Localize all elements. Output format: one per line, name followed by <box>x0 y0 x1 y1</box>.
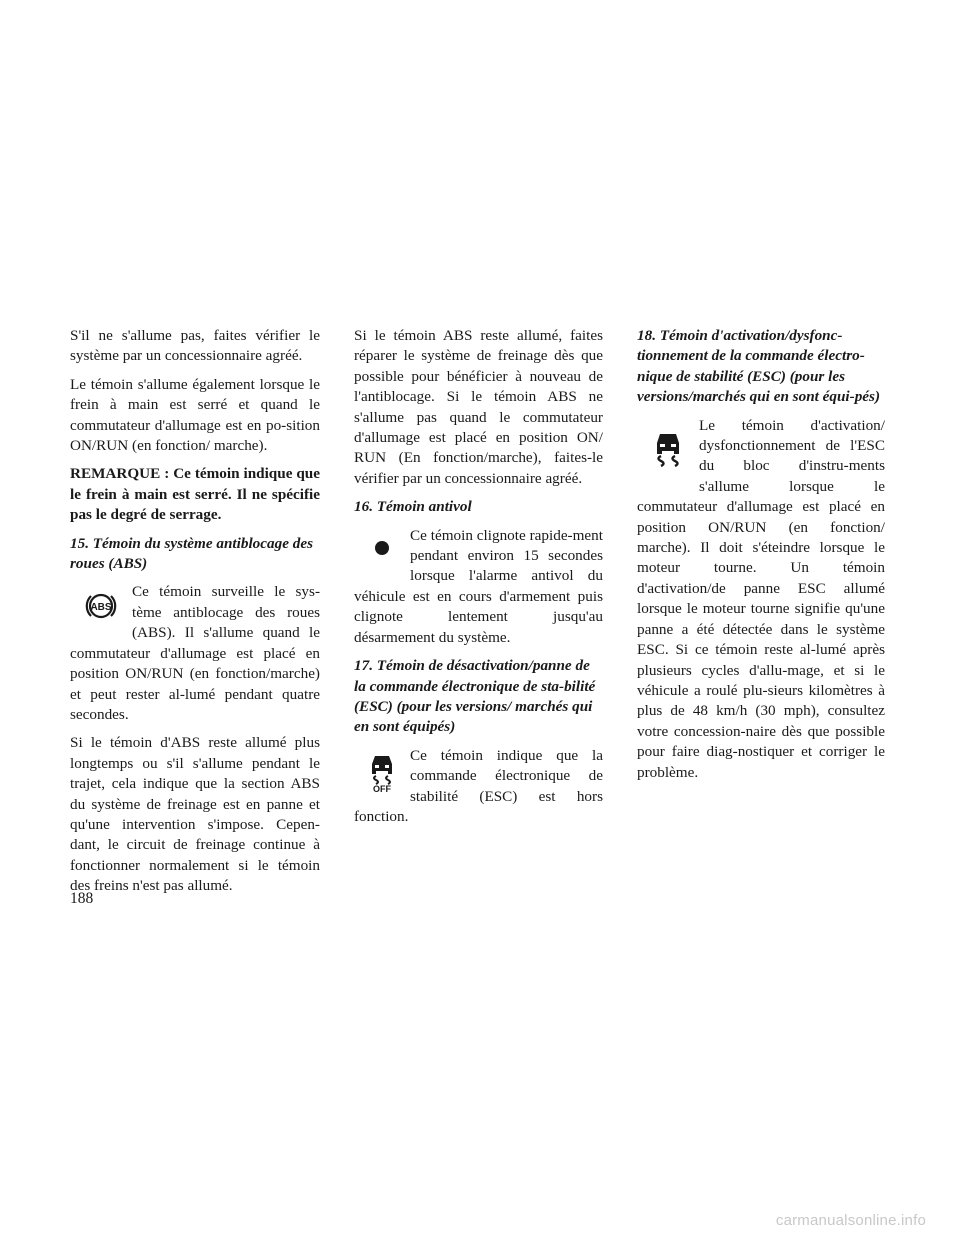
esc-activation-icon <box>637 418 699 480</box>
svg-text:ABS: ABS <box>90 602 112 614</box>
section-heading-15: 15. Témoin du système antiblocage des roues (ABS) <box>70 534 313 573</box>
section-heading-16: 16. Témoin antivol <box>354 498 472 516</box>
section-heading-17: 17. Témoin de désactivation/panne de la commande électronique de sta-bilité (ESC) (pour les versions/ marchés qui en sont équipés) <box>354 657 596 736</box>
paragraph: Le témoin s'allume également lorsque le frein à main est serré et quand le commutateur d'allumage est en po-sition ON/RUN (en fonction/ marche). <box>70 375 320 455</box>
paragraph: Ce témoin clignote rapide-ment pendant environ 15 secondes lorsque l'alarme antivol du véhicule est en cours d'armement puis clignote lentement jusqu'au désarmement du système. <box>354 526 603 646</box>
paragraph: Si le témoin ABS reste allumé, faites réparer le système de freinage dès que possible pour bénéficier à nouveau de l'antiblocage. Si le témoin ABS ne s'allume pas quand le commutateur d'allumage est placé en position ON/ RUN (En fonction/marche), faites-le vérifier par un concessionnaire agréé. <box>354 327 603 487</box>
esc-off-icon <box>354 748 410 796</box>
column-left <box>70 326 320 905</box>
security-light-icon <box>354 528 410 568</box>
watermark: carmanualsonline.info <box>775 1212 926 1229</box>
paragraph: Si le témoin d'ABS reste allumé plus longtemps ou s'il s'allume pendant le trajet, cela indique que la section ABS du système de freinage est en panne et qu'une intervention s'impose. Cepen-dant, le circuit de freinage continue à fonctionner normalement si le témoin des freins n'est pas allumé. <box>70 734 320 895</box>
note-paragraph: REMARQUE : Ce témoin indique que le frein à main est serré. Il ne spécifie pas le degré de serrage. <box>70 465 320 524</box>
column-right <box>637 326 885 791</box>
paragraph: Ce témoin indique que la commande électronique de stabilité (ESC) est hors fonction. <box>354 746 603 825</box>
paragraph: S'il ne s'allume pas, faites vérifier le système par un concessionnaire agréé. <box>70 327 320 365</box>
paragraph: Ce témoin surveille le sys-tème antiblocage des roues (ABS). Il s'allume quand le commutateur d'allumage est placé en position ON/RUN (en fonction/marche) et peut rester al-lumé pendant quatre secondes. <box>70 583 320 723</box>
svg-text:OFF: OFF <box>373 783 391 793</box>
abs-warning-icon <box>70 584 132 628</box>
column-middle <box>354 326 603 835</box>
section-heading-18: 18. Témoin d'activation/dysfonc-tionnement de la commande électro-nique de stabilité (ESC) (pour les versions/marchés qui en sont équi-pés) <box>637 327 881 406</box>
paragraph: Le témoin d'activation/ dysfonctionnement de l'ESC du bloc d'instru-ments s'allume lorsque le commutateur d'allumage est placé en position ON/RUN (en fonction/ marche). Il doit s'éteindre lorsque le moteur tourne. Un témoin d'activation/de panne ESC allumé lorsque le moteur tourne signifie qu'une panne a été détectée dans le système ESC. Si ce témoin reste al-lumé après plusieurs cycles d'allu-mage, et si le véhicule a roulé plu-sieurs kilomètres à plus de 48 km/h (30 mph), consultez votre concession-naire dès que possible pour faire diag-nostiquer et corriger le problème. <box>637 416 885 781</box>
page-number: 188 <box>70 890 94 907</box>
